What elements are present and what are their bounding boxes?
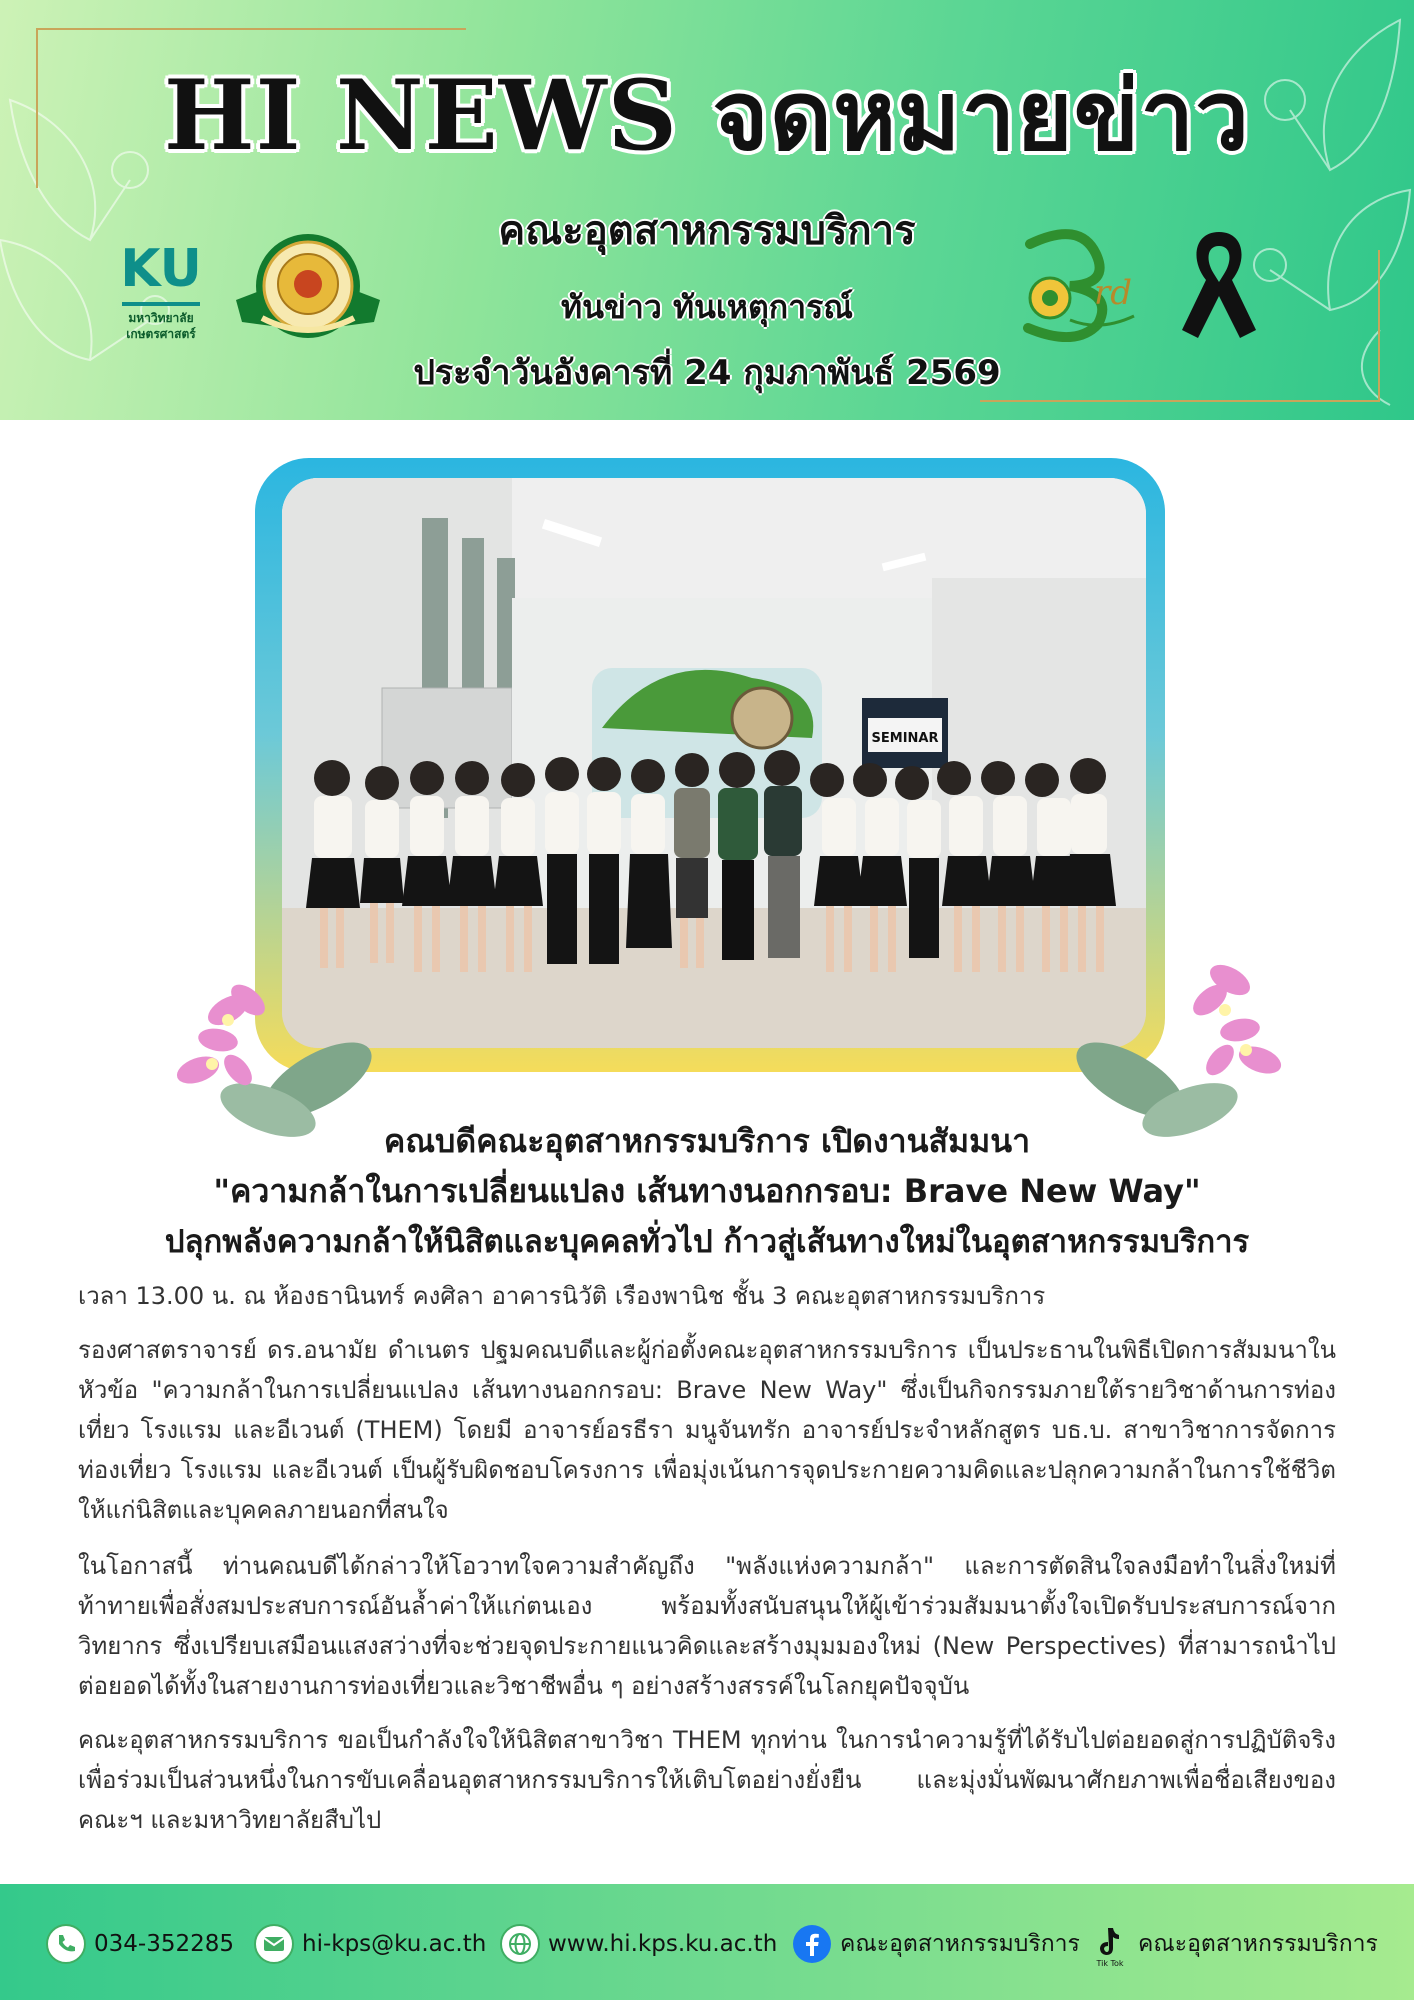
third-anniversary-logo: [1010, 224, 1140, 342]
contact-phone[interactable]: [46, 1922, 234, 1966]
gold-frame-line: [980, 400, 1380, 402]
tiktok-icon: [1090, 1924, 1130, 1968]
phone-icon: [46, 1924, 86, 1964]
article-paragraph: รองศาสตราจารย์ ดร.อนามัย ดำเนตร ปฐมคณบดีและผู้ก่อตั้งคณะอุตสาหกรรมบริการ เป็นประธานในพิธีเปิดการสัมมนาในหัวข้อ "ความกล้าในการเปลี่ยนแปลง เส้นทางนอกกรอบ: Brave New Way" ซึ่งเป็นกิจกรรมภายใต้รายวิชาด้านการท่องเที่ยว โรงแรม และอีเวนต์ (THEM) โดยมี อาจารย์อรธีรา มนูจันทรัก อาจารย์ประจำหลักสูตร บธ.บ. สาขาวิชาการจัดการท่องเที่ยว โรงแรม และอีเวนต์ เป็นผู้รับผิดชอบโครงการ เพื่อมุ่งเน้นการจุดประกายความคิดและปลุกความกล้าในการใช้ชีวิตให้แก่นิสิตและบุคคลภายนอกที่สนใจ: [78, 1336, 1336, 1524]
ku-logo: [118, 240, 204, 350]
seminar-sign-text: SEMINAR: [871, 731, 939, 746]
headline-line-2: "ความกล้าในการเปลี่ยนแปลง เส้นทางนอกกรอบ: Brave New Way": [213, 1172, 1201, 1210]
tiktok-account-name: คณะอุตสาหกรรมบริการ: [1138, 1931, 1378, 1957]
faculty-seal-logo: [232, 230, 384, 342]
email-address: hi-kps@ku.ac.th: [302, 1931, 487, 1957]
faculty-name: คณะอุตสาหกรรมบริการ: [498, 208, 916, 254]
phone-number: 034-352285: [94, 1931, 234, 1957]
contact-email[interactable]: [254, 1922, 486, 1966]
ku-logo-subtitle: มหาวิทยาลัยเกษตรศาสตร์: [126, 311, 196, 341]
group-photo-illustration: [282, 478, 1146, 1048]
anniversary-text: rd: [1094, 273, 1133, 313]
contact-facebook[interactable]: [792, 1922, 1080, 1966]
article-paragraph: คณะอุตสาหกรรมบริการ ขอเป็นกำลังใจให้นิสิตสาขาวิชา THEM ทุกท่าน ในการนำความรู้ที่ได้รับไปต่อยอดสู่การปฏิบัติจริง เพื่อร่วมเป็นส่วนหนึ่งในการขับเคลื่อนอุตสาหกรรมบริการให้เติบโตอย่างยั่งยืน และมุ่งมั่นพัฒนาศักยภาพเพื่อชื่อเสียงของคณะฯ และมหาวิทยาลัยสืบไป: [78, 1726, 1336, 1834]
ku-logo-text: KU: [120, 239, 202, 299]
slogan: ทันข่าว ทันเหตุการณ์: [561, 288, 853, 326]
headline-line-3: ปลุกพลังความกล้าให้นิสิตและบุคคลทั่วไป ก้าวสู่เส้นทางใหม่ในอุตสาหกรรมบริการ: [164, 1224, 1250, 1260]
email-icon: [254, 1924, 294, 1964]
issue-date: ประจำวันอังคารที่ 24 กุมภาพันธ์ 2569: [413, 353, 1001, 393]
website-url: www.hi.kps.ku.ac.th: [548, 1931, 778, 1957]
headline-line-1: คณบดีคณะอุตสาหกรรมบริการ เปิดงานสัมมนา: [383, 1122, 1031, 1160]
newsletter-header: [0, 0, 1414, 420]
globe-icon: [500, 1924, 540, 1964]
contact-website[interactable]: [500, 1922, 777, 1966]
article-paragraph: ในโอกาสนี้ ท่านคณบดีได้กล่าวให้โอวาทใจความสำคัญถึง "พลังแห่งความกล้า" และการตัดสินใจลงมือทำในสิ่งใหม่ที่ท้าทายเพื่อสั่งสมประสบการณ์อันล้ำค่าให้แก่ตนเอง พร้อมทั้งสนับสนุนให้ผู้เข้าร่วมสัมมนาตั้งใจเปิดรับประสบการณ์จากวิทยากร ซึ่งเปรียบเสมือนแสงสว่างที่จะช่วยจุดประกายแนวคิดและสร้างมุมมองใหม่ (New Perspectives) ที่สามารถนำไปต่อยอดได้ทั้งในสายงานการท่องเที่ยวและวิชาชีพอื่น ๆ อย่างสร้างสรรค์ในโลกยุคปัจจุบัน: [78, 1552, 1336, 1700]
event-group-photo: [282, 478, 1146, 1048]
facebook-page-name: คณะอุตสาหกรรมบริการ: [840, 1931, 1080, 1957]
ku-logo-bar: [122, 302, 200, 306]
facebook-icon: [792, 1924, 832, 1964]
contact-tiktok[interactable]: [1090, 1922, 1378, 1966]
newsletter-title: HI NEWS จดหมายข่าว: [163, 59, 1251, 172]
tiktok-label: Tik Tok: [1096, 1959, 1124, 1968]
gold-frame-line: [36, 28, 466, 30]
black-ribbon-icon: [1176, 226, 1262, 342]
event-time-location: เวลา 13.00 น. ณ ห้องธานินทร์ คงศิลา อาคารนิวัติ เรืองพานิช ชั้น 3 คณะอุตสาหกรรมบริการ: [78, 1282, 1046, 1310]
